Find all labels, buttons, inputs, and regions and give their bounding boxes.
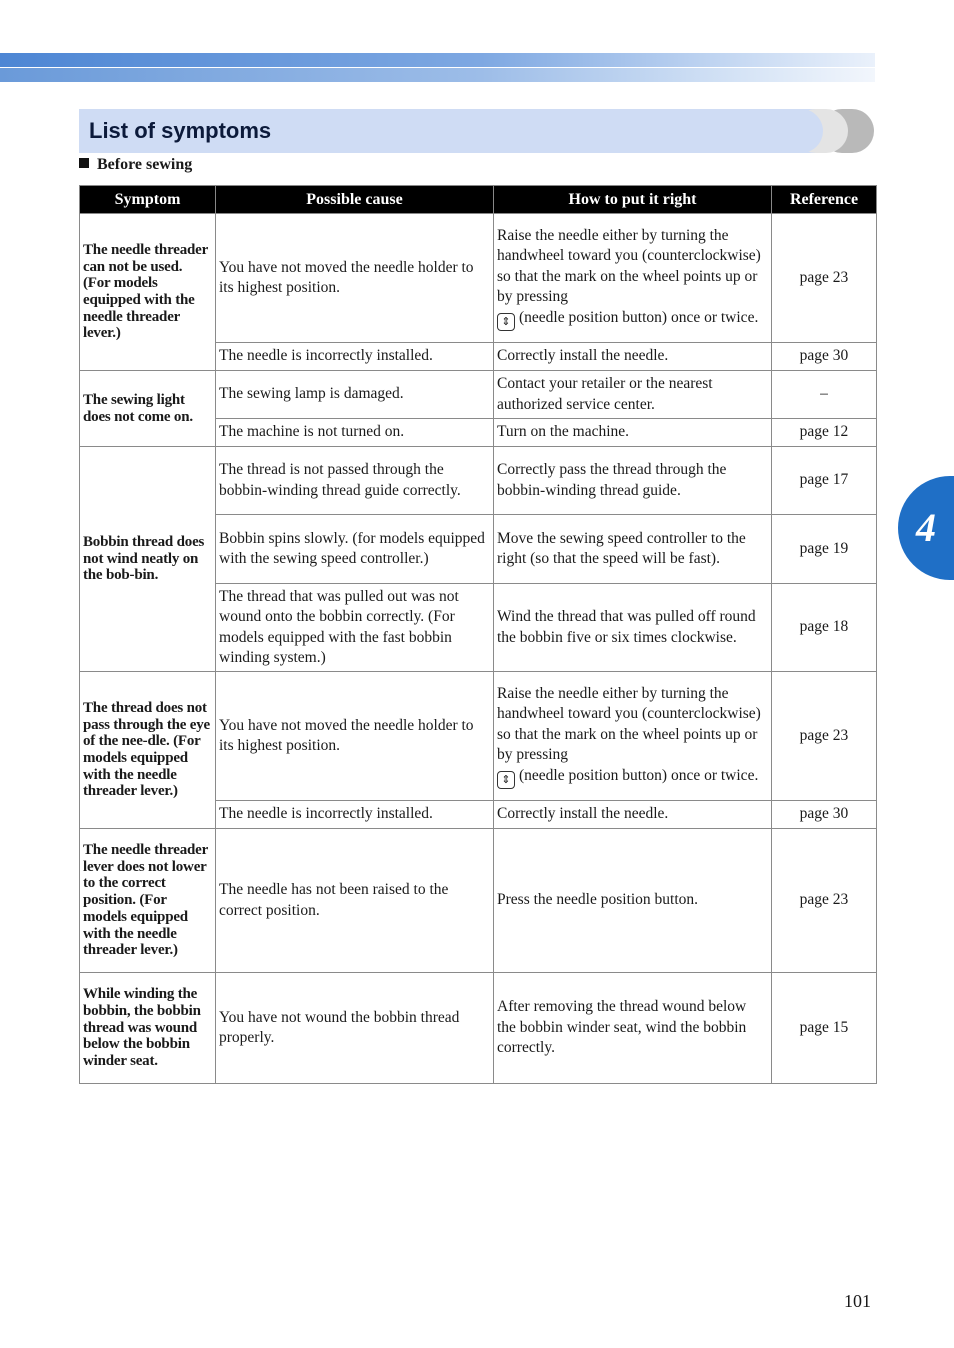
reference-cell: page 23 [772,829,877,973]
cause-cell: You have not wound the bobbin thread properly. [216,973,494,1084]
cause-cell: You have not moved the needle holder to its highest position. [216,214,494,343]
symptom-cell: The sewing light does not come on. [80,371,216,447]
reference-cell: – [772,371,877,419]
fix-cell [494,214,772,343]
fix-cell: After removing the thread wound below the bobbin winder seat, wind the bobbin correctly. [494,973,772,1084]
symptoms-table [79,185,877,1084]
header-stripe [0,53,875,82]
reference-cell: page 15 [772,973,877,1084]
fix-cell: Correctly pass the thread through the bobbin-winding thread guide. [494,447,772,515]
table-row [80,672,877,801]
cause-cell: Bobbin spins slowly. (for models equipped with the sewing speed controller.) [216,515,494,584]
needle-position-button-icon: ⇕ [497,771,515,789]
section-banner [79,109,874,153]
table-row [80,973,877,1084]
table-row [80,447,877,515]
table-row [80,214,877,343]
cause-cell: The needle has not been raised to the correct position. [216,829,494,973]
table-header-row [80,186,877,214]
reference-cell: page 12 [772,419,877,447]
fix-cell: Correctly install the needle. [494,801,772,829]
symptom-cell: The needle threader lever does not lower to the correct position. (For models equipped with the needle threader lever.) [80,829,216,973]
header-possible-cause: Possible cause [216,186,494,214]
table-row [80,829,877,973]
fix-cell [494,672,772,801]
table-row [80,371,877,419]
reference-cell: page 30 [772,343,877,371]
needle-position-button-icon: ⇕ [497,313,515,331]
reference-cell: page 17 [772,447,877,515]
reference-cell: page 18 [772,584,877,672]
reference-cell: page 19 [772,515,877,584]
cause-cell: You have not moved the needle holder to its highest position. [216,672,494,801]
header-reference: Reference [772,186,877,214]
bullet-square-icon [79,158,89,168]
subheading-text: Before sewing [97,156,193,173]
fix-text: Raise the needle either by turning the handwheel toward you (counterclockwise) so that the mark on the wheel points up or by pressing [497,226,761,305]
fix-text-after: (needle position button) once or twice. [519,766,759,784]
symptom-cell: While winding the bobbin, the bobbin thread was wound below the bobbin winder seat. [80,973,216,1084]
header-how-to-fix: How to put it right [494,186,772,214]
fix-cell: Correctly install the needle. [494,343,772,371]
cause-cell: The sewing lamp is damaged. [216,371,494,419]
reference-cell: page 23 [772,672,877,801]
section-title: List of symptoms [89,118,272,143]
cause-cell: The machine is not turned on. [216,419,494,447]
cause-cell: The needle is incorrectly installed. [216,343,494,371]
cause-cell: The thread that was pulled out was not wound onto the bobbin correctly. (For models equipped with the fast bobbin winding system.) [216,584,494,672]
cause-cell: The needle is incorrectly installed. [216,801,494,829]
header-symptom: Symptom [80,186,216,214]
chapter-tab [898,476,954,580]
reference-cell: page 30 [772,801,877,829]
fix-cell: Press the needle position button. [494,829,772,973]
page-number: 101 [844,1291,871,1311]
fix-cell: Contact your retailer or the nearest authorized service center. [494,371,772,419]
subheading [79,156,192,174]
fix-text-after: (needle position button) once or twice. [519,308,759,326]
symptom-cell: Bobbin thread does not wind neatly on the bob-bin. [80,447,216,672]
fix-cell: Turn on the machine. [494,419,772,447]
fix-cell: Move the sewing speed controller to the right (so that the speed will be fast). [494,515,772,584]
fix-cell: Wind the thread that was pulled off round the bobbin five or six times clockwise. [494,584,772,672]
symptom-cell: The needle threader can not be used. (For models equipped with the needle threader lever.) [80,214,216,371]
cause-cell: The thread is not passed through the bobbin-winding thread guide correctly. [216,447,494,515]
chapter-number: 4 [916,505,936,550]
fix-text: Raise the needle either by turning the handwheel toward you (counterclockwise) so that the mark on the wheel points up or by pressing [497,684,761,763]
symptom-cell: The thread does not pass through the eye of the nee-dle. (For models equipped with the needle threader lever.) [80,672,216,829]
reference-cell: page 23 [772,214,877,343]
